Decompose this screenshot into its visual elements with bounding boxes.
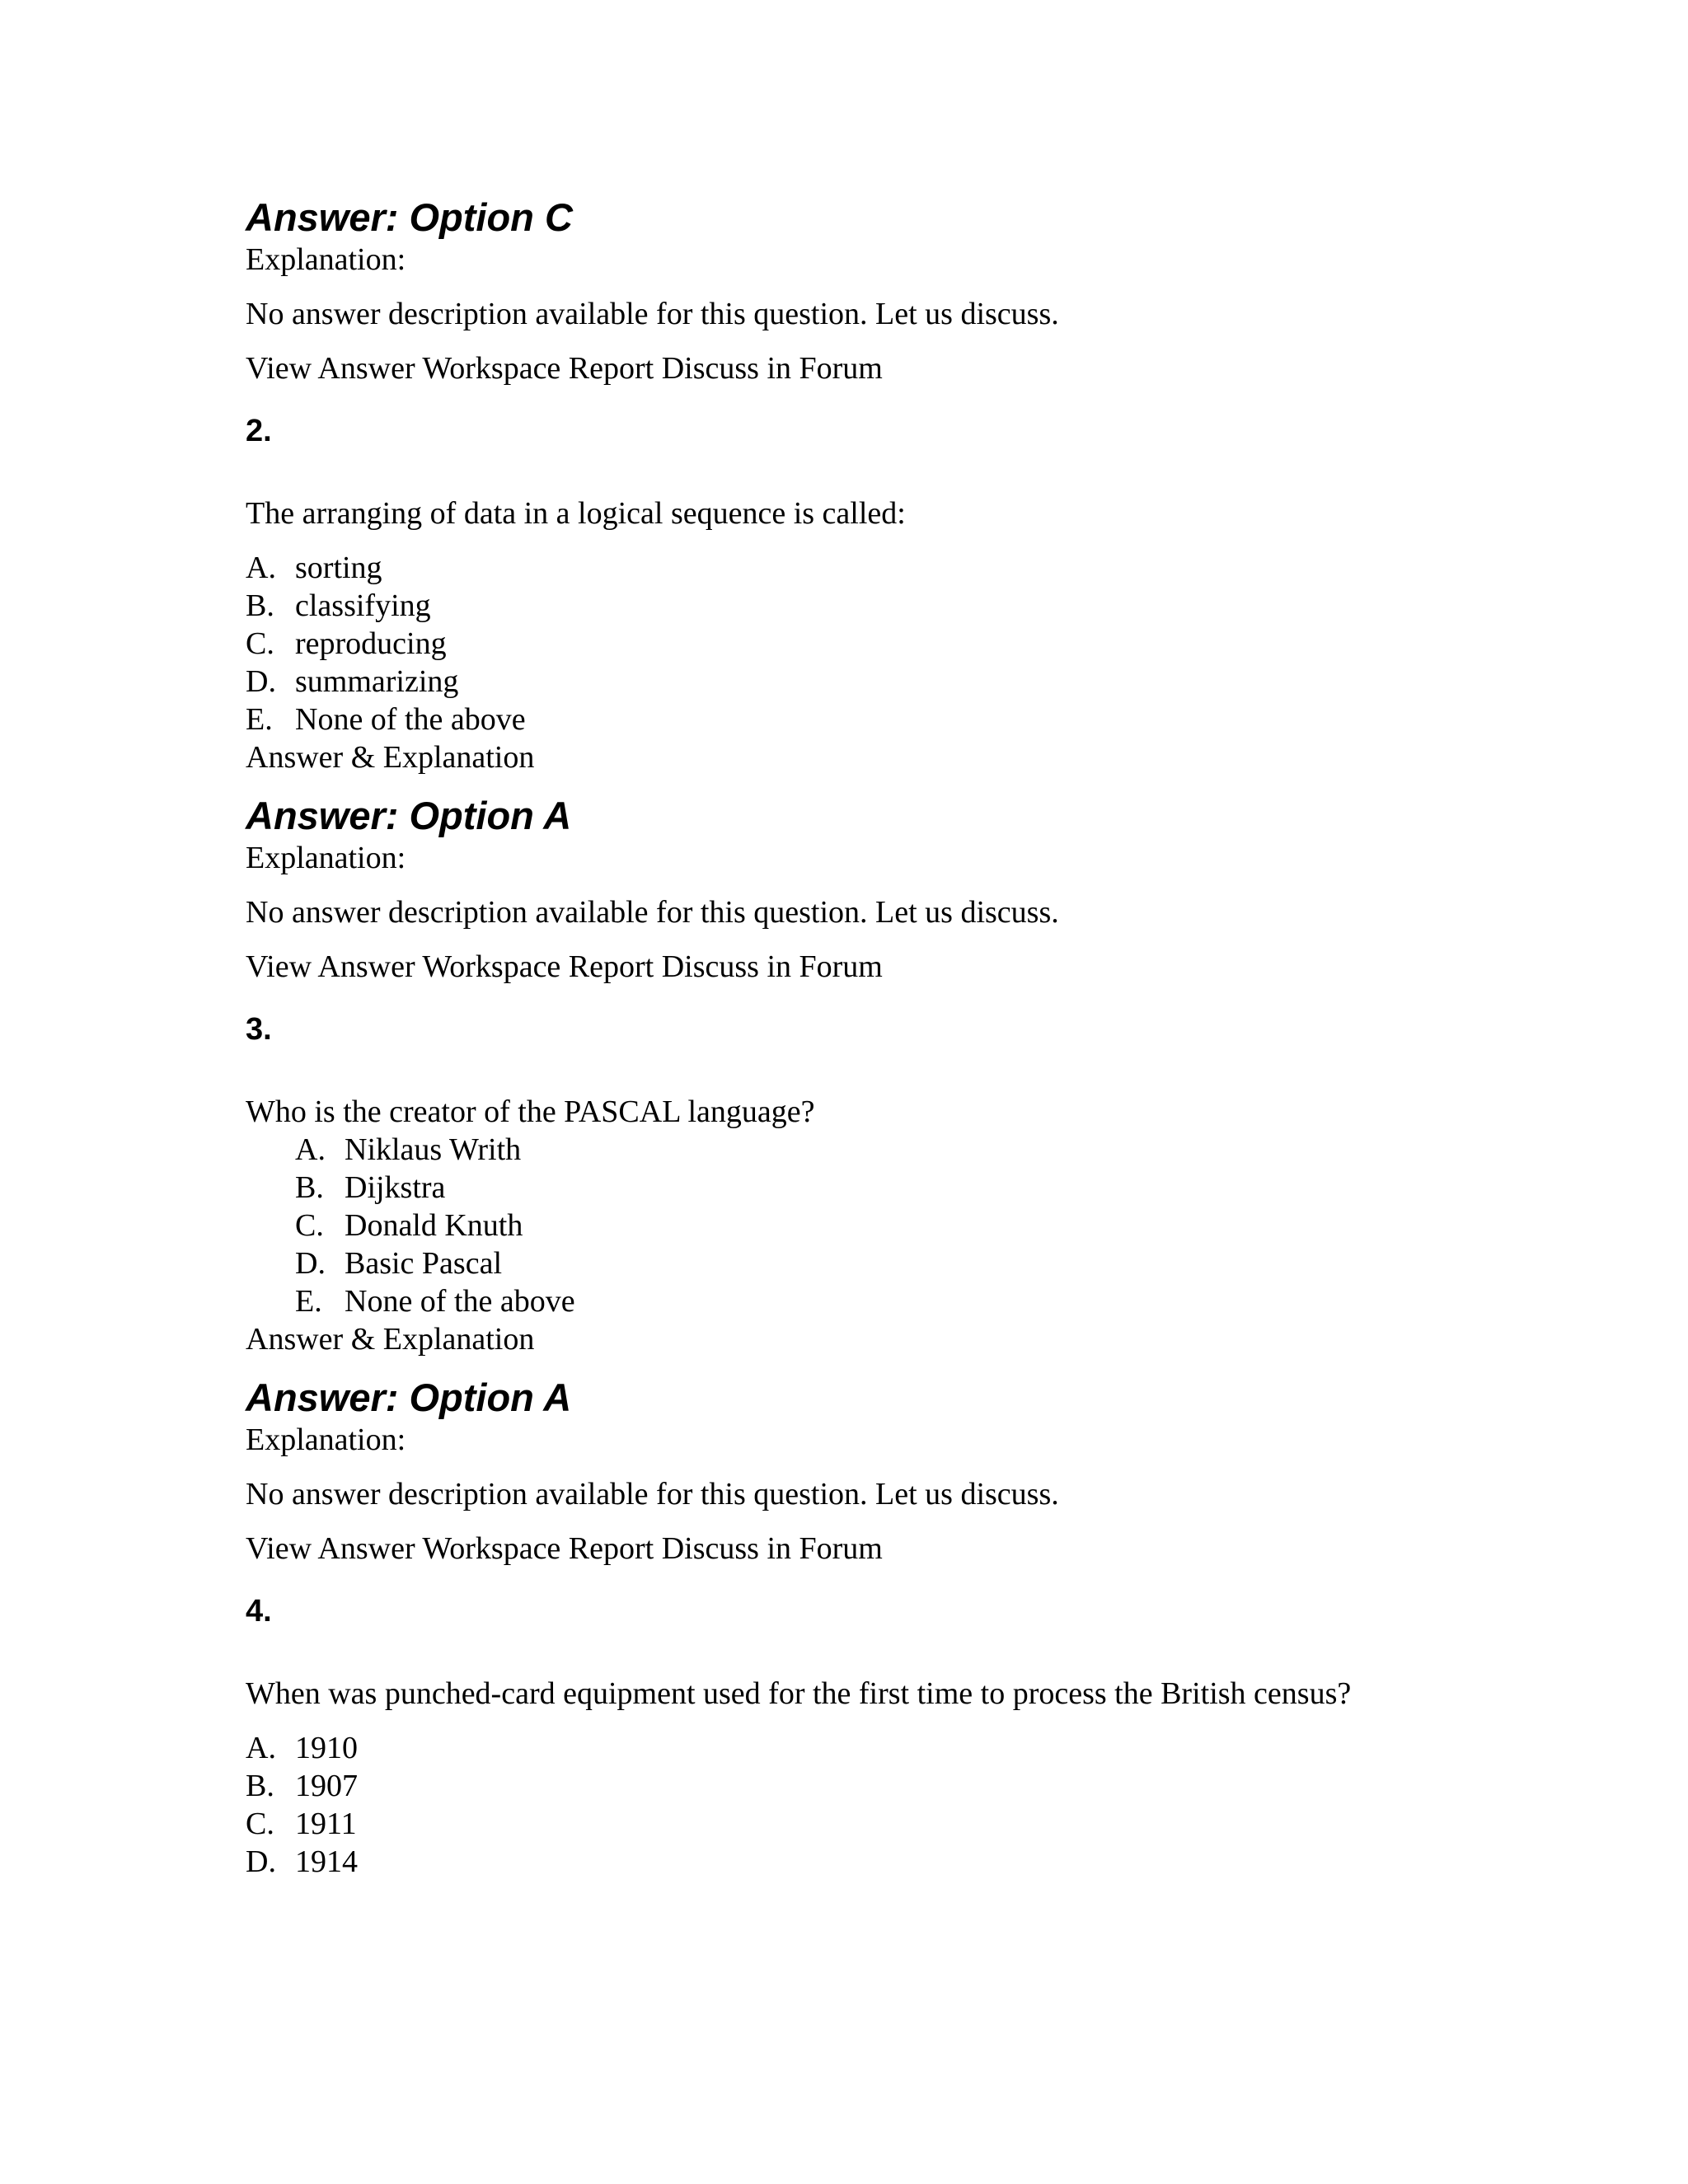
explanation-text: No answer description available for this question. Let us discuss.	[246, 297, 1059, 331]
option-letter: A.	[246, 551, 276, 585]
option-item[interactable]	[246, 549, 1564, 587]
answer-heading: Answer: Option A	[246, 794, 572, 837]
option-item[interactable]	[295, 1207, 1564, 1244]
option-text: 1907	[295, 1769, 358, 1803]
option-letter: D.	[295, 1246, 326, 1281]
option-text: 1910	[295, 1731, 358, 1765]
option-letter: D.	[246, 664, 276, 699]
explanation-label: Explanation:	[246, 242, 406, 277]
question-number: 2.	[246, 414, 272, 448]
option-letter: A.	[295, 1132, 326, 1167]
options-list	[246, 549, 1564, 738]
option-item[interactable]	[295, 1282, 1564, 1320]
option-text: reproducing	[295, 626, 447, 661]
option-text: None of the above	[295, 702, 526, 737]
question-text: Who is the creator of the PASCAL language?	[246, 1094, 815, 1129]
option-item[interactable]	[246, 663, 1564, 701]
option-item[interactable]	[246, 1767, 1564, 1805]
option-letter: C.	[295, 1208, 324, 1243]
option-letter: C.	[246, 626, 274, 661]
option-item[interactable]	[246, 587, 1564, 625]
document-page	[246, 194, 1564, 1881]
option-text: None of the above	[345, 1284, 575, 1319]
option-letter: E.	[295, 1284, 322, 1319]
option-text: classifying	[295, 588, 431, 623]
option-item[interactable]	[246, 1729, 1564, 1767]
option-letter: B.	[295, 1170, 324, 1205]
option-text: sorting	[295, 551, 382, 585]
option-item[interactable]	[295, 1169, 1564, 1207]
option-item[interactable]	[246, 1805, 1564, 1843]
option-text: 1914	[295, 1844, 358, 1879]
answer-links[interactable]: View Answer Workspace Report Discuss in Forum	[246, 1531, 883, 1566]
option-text: Dijkstra	[345, 1170, 446, 1205]
question-text: The arranging of data in a logical sequence is called:	[246, 496, 906, 531]
option-text: Basic Pascal	[345, 1246, 503, 1281]
answer-heading: Answer: Option A	[246, 1376, 572, 1419]
options-list	[246, 1131, 1564, 1320]
answer-heading: Answer: Option C	[246, 195, 573, 239]
option-item[interactable]	[246, 701, 1564, 738]
option-text: summarizing	[295, 664, 459, 699]
answer-explanation-link[interactable]: Answer & Explanation	[246, 1322, 535, 1357]
answer-links[interactable]: View Answer Workspace Report Discuss in Forum	[246, 949, 883, 984]
explanation-text: No answer description available for this question. Let us discuss.	[246, 895, 1059, 930]
explanation-label: Explanation:	[246, 841, 406, 875]
answer-explanation-link[interactable]: Answer & Explanation	[246, 740, 535, 775]
option-letter: B.	[246, 588, 274, 623]
explanation-text: No answer description available for this question. Let us discuss.	[246, 1477, 1059, 1511]
option-item[interactable]	[246, 1843, 1564, 1881]
question-text: When was punched-card equipment used for the first time to process the British census?	[246, 1676, 1352, 1711]
option-letter: C.	[246, 1807, 274, 1841]
option-letter: E.	[246, 702, 273, 737]
answer-links[interactable]: View Answer Workspace Report Discuss in Forum	[246, 351, 883, 386]
option-item[interactable]	[295, 1131, 1564, 1169]
explanation-label: Explanation:	[246, 1422, 406, 1457]
option-item[interactable]	[295, 1244, 1564, 1282]
option-text: Donald Knuth	[345, 1208, 523, 1243]
question-number: 4.	[246, 1594, 272, 1629]
question-number: 3.	[246, 1012, 272, 1047]
option-item[interactable]	[246, 625, 1564, 663]
option-text: Niklaus Writh	[345, 1132, 522, 1167]
option-letter: D.	[246, 1844, 276, 1879]
options-list	[246, 1729, 1564, 1881]
option-letter: B.	[246, 1769, 274, 1803]
option-text: 1911	[295, 1807, 357, 1841]
option-letter: A.	[246, 1731, 276, 1765]
